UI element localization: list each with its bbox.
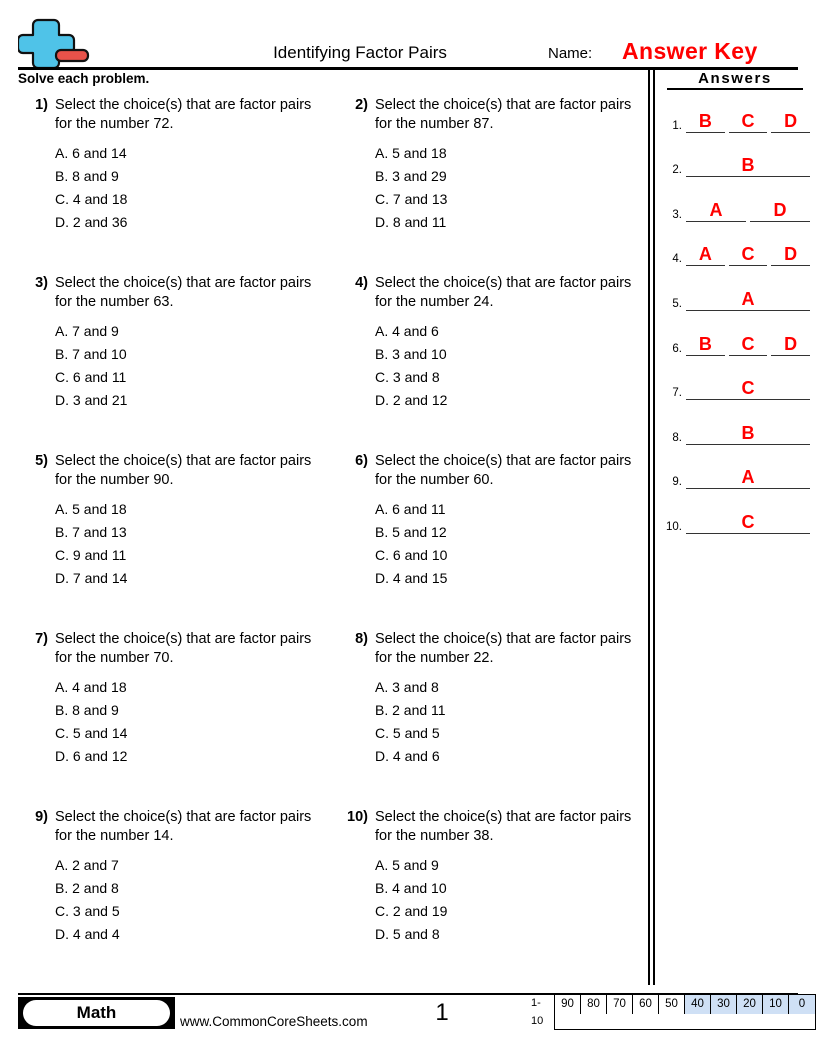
answer-row <box>660 491 810 536</box>
answer-row <box>660 179 810 224</box>
answer-slots <box>686 465 810 489</box>
choice-b[interactable]: B. 8 and 9 <box>55 702 119 718</box>
problem-number: 5) <box>35 453 48 469</box>
choice-c[interactable]: C. 7 and 13 <box>375 191 448 207</box>
choice-list <box>375 498 638 590</box>
problem-prompt: Select the choice(s) that are factor pairs for the number 22. <box>375 631 632 666</box>
answer-slot[interactable] <box>771 242 810 266</box>
choice-c[interactable]: C. 5 and 5 <box>375 725 440 741</box>
answer-slots <box>686 332 810 356</box>
problem-6 <box>338 452 638 590</box>
answer-value: C <box>741 244 755 265</box>
problem-8 <box>338 630 638 768</box>
problem-prompt: Select the choice(s) that are factor pairs for the number 72. <box>55 97 312 132</box>
answer-row-number: 2. <box>672 164 682 177</box>
answer-slot[interactable] <box>729 332 768 356</box>
grading-scale-cell: 40 <box>685 995 711 1014</box>
problem-3 <box>18 274 318 412</box>
answer-row-number: 5. <box>672 297 682 310</box>
problem-prompt: Select the choice(s) that are factor pairs for the number 60. <box>375 453 632 488</box>
answer-slots <box>686 109 810 133</box>
choice-c[interactable]: C. 6 and 10 <box>375 547 448 563</box>
answer-row <box>660 135 810 180</box>
answer-slot[interactable] <box>686 421 810 445</box>
problem-2 <box>338 96 638 234</box>
answer-slot[interactable] <box>686 198 746 222</box>
choice-list <box>375 676 638 768</box>
answer-value: D <box>773 199 787 220</box>
answer-value: D <box>784 333 798 354</box>
subject-badge <box>18 997 175 1029</box>
problem-number: 10) <box>347 809 368 825</box>
problem-number: 2) <box>355 97 368 113</box>
answer-value: B <box>741 422 755 443</box>
problem-9 <box>18 808 318 946</box>
instructions-text: Solve each problem. <box>18 71 150 86</box>
answer-slot[interactable] <box>686 287 810 311</box>
choice-d[interactable]: D. 6 and 12 <box>55 748 128 764</box>
answer-row <box>660 402 810 447</box>
choice-b[interactable]: B. 7 and 13 <box>55 524 127 540</box>
answer-row-number: 1. <box>672 119 682 132</box>
answer-row-number: 7. <box>672 387 682 400</box>
choice-c[interactable]: C. 3 and 8 <box>375 369 440 385</box>
choice-d[interactable]: D. 4 and 6 <box>375 748 440 764</box>
grading-scale-cell: 50 <box>659 995 685 1014</box>
problem-row <box>18 630 646 808</box>
problem-4 <box>338 274 638 412</box>
choice-b[interactable]: B. 4 and 10 <box>375 880 447 896</box>
answer-row-number: 8. <box>672 431 682 444</box>
answer-value: B <box>741 155 755 176</box>
answer-slots <box>686 510 810 534</box>
answer-row <box>660 313 810 358</box>
choice-a[interactable]: A. 7 and 9 <box>55 323 119 339</box>
problem-prompt: Select the choice(s) that are factor pairs for the number 24. <box>375 275 632 310</box>
problem-1 <box>18 96 318 234</box>
choice-c[interactable]: C. 4 and 18 <box>55 191 128 207</box>
choice-a[interactable]: A. 6 and 14 <box>55 145 127 161</box>
choice-b[interactable]: B. 8 and 9 <box>55 168 119 184</box>
choice-b[interactable]: B. 3 and 10 <box>375 346 447 362</box>
answer-value: C <box>741 511 755 532</box>
answer-slot[interactable] <box>686 332 725 356</box>
answer-row-number: 3. <box>672 208 682 221</box>
answer-slot[interactable] <box>750 198 810 222</box>
choice-d[interactable]: D. 2 and 12 <box>375 392 448 408</box>
page-number: 1 <box>435 999 449 1026</box>
answer-value: B <box>698 110 712 131</box>
answer-row-number: 9. <box>672 476 682 489</box>
grading-scale-cell: 90 <box>555 995 581 1014</box>
problem-number: 4) <box>355 275 368 291</box>
vertical-divider <box>648 70 655 985</box>
answer-value: D <box>784 110 798 131</box>
answer-row <box>660 90 810 135</box>
answer-slots <box>686 376 810 400</box>
problem-number: 7) <box>35 631 48 647</box>
choice-a[interactable]: A. 5 and 9 <box>375 857 439 873</box>
choice-c[interactable]: C. 3 and 5 <box>55 903 120 919</box>
choice-c[interactable]: C. 5 and 14 <box>55 725 128 741</box>
choice-d[interactable]: D. 8 and 11 <box>375 214 447 230</box>
answer-value: A <box>698 244 712 265</box>
plus-minus-logo-icon <box>18 17 90 67</box>
choice-d[interactable]: D. 2 and 36 <box>55 214 128 230</box>
choice-d[interactable]: D. 5 and 8 <box>375 926 440 942</box>
answer-slot[interactable] <box>686 376 810 400</box>
choice-a[interactable]: A. 3 and 8 <box>375 679 439 695</box>
answer-row <box>660 268 810 313</box>
choice-list <box>375 320 638 412</box>
answer-slot[interactable] <box>686 465 810 489</box>
answer-slot[interactable] <box>729 242 768 266</box>
choice-list <box>55 320 318 412</box>
answer-slot[interactable] <box>729 109 768 133</box>
choice-a[interactable]: A. 6 and 11 <box>375 501 446 517</box>
choice-list <box>55 498 318 590</box>
problem-row <box>18 96 646 274</box>
choice-a[interactable]: A. 4 and 6 <box>375 323 439 339</box>
answer-value: D <box>784 244 798 265</box>
answer-rows <box>660 90 810 536</box>
answer-value: C <box>741 333 755 354</box>
problem-row <box>18 274 646 452</box>
worksheet-footer <box>0 985 816 1056</box>
answer-row <box>660 358 810 403</box>
answer-slots <box>686 242 810 266</box>
answer-value: A <box>709 199 723 220</box>
choice-a[interactable]: A. 2 and 7 <box>55 857 119 873</box>
choice-list <box>55 676 318 768</box>
grading-scale-cells <box>554 994 816 1030</box>
grading-scale-cell: 20 <box>737 995 763 1014</box>
choice-b[interactable]: B. 2 and 8 <box>55 880 119 896</box>
name-label: Name: <box>548 45 593 62</box>
problem-number: 8) <box>355 631 368 647</box>
problem-prompt: Select the choice(s) that are factor pairs for the number 70. <box>55 631 312 666</box>
problem-number: 3) <box>35 275 48 291</box>
problem-7 <box>18 630 318 768</box>
choice-c[interactable]: C. 9 and 11 <box>55 547 127 563</box>
answer-slot[interactable] <box>686 109 725 133</box>
answer-row-number: 4. <box>672 253 682 266</box>
choice-a[interactable]: A. 4 and 18 <box>55 679 127 695</box>
grading-scale-cell: 0 <box>789 995 815 1014</box>
choice-b[interactable]: B. 3 and 29 <box>375 168 447 184</box>
answer-value: A <box>741 288 755 309</box>
answer-value: A <box>741 467 755 488</box>
choice-list <box>55 854 318 946</box>
site-url: www.CommonCoreSheets.com <box>180 1014 368 1029</box>
answers-column <box>660 70 810 536</box>
answer-value: B <box>698 333 712 354</box>
problem-number: 1) <box>35 97 48 113</box>
choice-b[interactable]: B. 7 and 10 <box>55 346 127 362</box>
grading-scale-cell: 70 <box>607 995 633 1014</box>
answer-slot[interactable] <box>686 510 810 534</box>
grading-scale-cell: 80 <box>581 995 607 1014</box>
answer-slots <box>686 287 810 311</box>
answer-slot[interactable] <box>771 332 810 356</box>
problem-number: 9) <box>35 809 48 825</box>
choice-d[interactable]: D. 7 and 14 <box>55 570 128 586</box>
grading-scale-label: 1-10 <box>531 997 544 1027</box>
answer-row <box>660 224 810 269</box>
problem-number: 6) <box>355 453 368 469</box>
choice-d[interactable]: D. 4 and 4 <box>55 926 120 942</box>
grading-scale-cell: 60 <box>633 995 659 1014</box>
answer-slot[interactable] <box>686 242 725 266</box>
answer-row <box>660 447 810 492</box>
problem-row <box>18 808 646 986</box>
choice-a[interactable]: A. 5 and 18 <box>55 501 127 517</box>
answer-value: C <box>741 110 755 131</box>
answer-row-number: 6. <box>672 342 682 355</box>
choice-list <box>375 142 638 234</box>
choice-d[interactable]: D. 3 and 21 <box>55 392 128 408</box>
answer-slots <box>686 153 810 177</box>
problem-prompt: Select the choice(s) that are factor pairs for the number 38. <box>375 809 632 844</box>
choice-list <box>375 854 638 946</box>
answer-value: C <box>741 378 755 399</box>
choice-b[interactable]: B. 5 and 12 <box>375 524 447 540</box>
grading-scale-cell: 30 <box>711 995 737 1014</box>
choice-c[interactable]: C. 2 and 19 <box>375 903 448 919</box>
answer-slot[interactable] <box>771 109 810 133</box>
subject-badge-label: Math <box>23 1000 170 1026</box>
choice-d[interactable]: D. 4 and 15 <box>375 570 448 586</box>
problem-row <box>18 452 646 630</box>
answer-slots <box>686 421 810 445</box>
problem-5 <box>18 452 318 590</box>
page-title: Identifying Factor Pairs <box>273 43 447 62</box>
answer-slot[interactable] <box>686 153 810 177</box>
problems-grid <box>18 96 646 976</box>
problem-prompt: Select the choice(s) that are factor pairs for the number 63. <box>55 275 312 310</box>
problem-prompt: Select the choice(s) that are factor pairs for the number 14. <box>55 809 312 844</box>
choice-c[interactable]: C. 6 and 11 <box>55 369 127 385</box>
choice-list <box>55 142 318 234</box>
choice-a[interactable]: A. 5 and 18 <box>375 145 447 161</box>
problem-10 <box>338 808 638 946</box>
grading-scale-cell: 10 <box>763 995 789 1014</box>
choice-b[interactable]: B. 2 and 11 <box>375 702 446 718</box>
grading-scale <box>531 994 816 1030</box>
answer-slots <box>686 198 810 222</box>
problem-prompt: Select the choice(s) that are factor pairs for the number 90. <box>55 453 312 488</box>
problem-prompt: Select the choice(s) that are factor pairs for the number 87. <box>375 97 632 132</box>
answer-row-number: 10. <box>666 520 682 533</box>
answer-key-value: Answer Key <box>622 38 758 64</box>
answers-heading: Answers <box>667 70 803 90</box>
